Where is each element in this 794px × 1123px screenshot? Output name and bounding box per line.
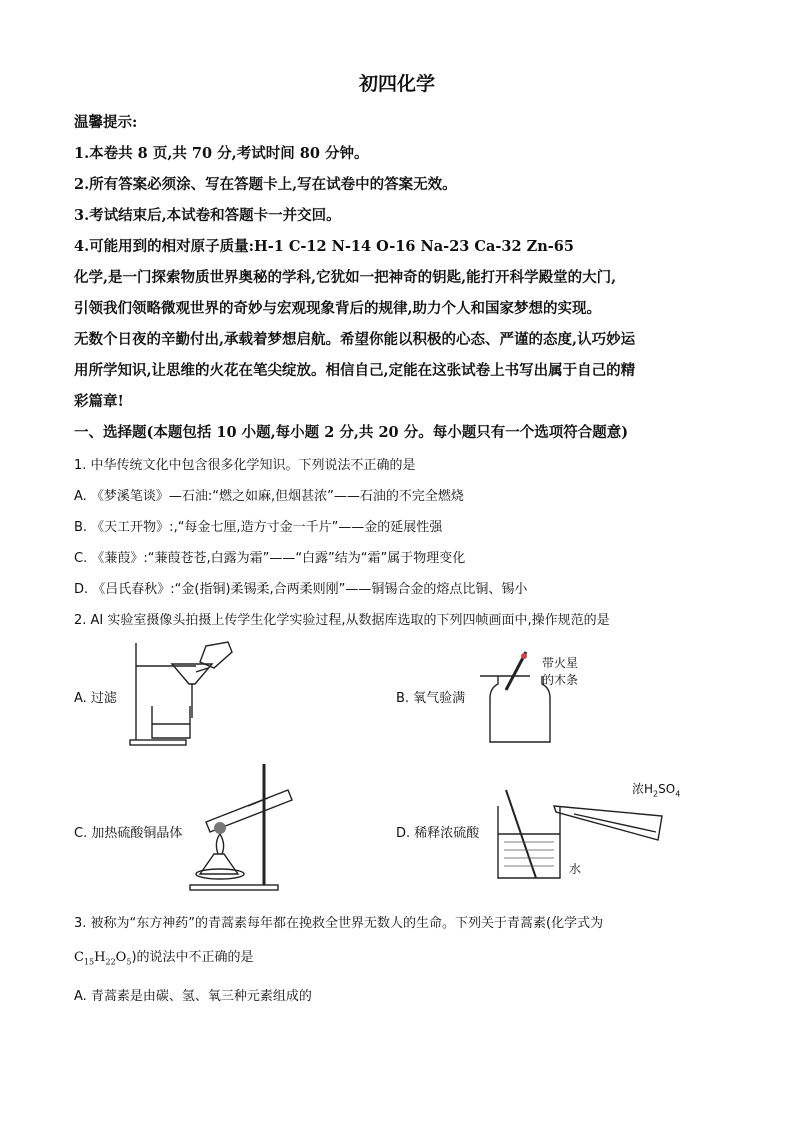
q2-option-c: C. 加热硫酸铜晶体	[74, 826, 183, 841]
question-3-stem: 3. 被称为“东方神药”的青蒿素每年都在挽救全世界无数人的生命。下列关于青蒿素(化学式为	[74, 916, 604, 931]
section-heading: 一、选择题(本题包括 10 小题,每小题 2 分,共 20 分。每小题只有一个选项符合题意)	[74, 424, 629, 441]
q2-option-d: D. 稀释浓硫酸	[396, 826, 480, 841]
q1-option-c: C. 《蒹葭》:“蒹葭苍苍,白露为霜”——“白露”结为“霜”属于物理变化	[74, 551, 466, 566]
notice-heading: 温馨提示:	[74, 114, 138, 131]
acid-label: 浓$H_2SO_4$	[632, 782, 681, 799]
notice-item: 4.可能用到的相对原子质量:H-1 C-12 N-14 O-16 Na-23 Ca-32 Zn-65	[74, 238, 574, 255]
q1-option-b: B. 《天工开物》:,“每金七厘,造方寸金一千片”——金的延展性强	[74, 520, 443, 535]
notice-item: 2.所有答案必须涂、写在答题卡上,写在试卷中的答案无效。	[74, 176, 457, 193]
splint-label-1: 带火星	[542, 656, 579, 670]
intro-line: 引领我们领略微观世界的奇妙与宏观现象背后的规律,助力个人和国家梦想的实现。	[74, 300, 602, 317]
water-label: 水	[569, 862, 582, 876]
page-title: 初四化学	[358, 73, 435, 95]
intro-line: 用所学知识,让思维的火花在笔尖绽放。相信自己,定能在这张试卷上书写出属于自己的精	[74, 362, 636, 379]
q1-option-d: D. 《吕氏春秋》:“金(指铜)柔锡柔,合两柔则刚”——铜锡合金的熔点比铜、锡小	[74, 582, 528, 597]
q3-option-a: A. 青蒿素是由碳、氢、氧三种元素组成的	[74, 989, 312, 1004]
q2-option-a: A. 过滤	[74, 691, 117, 706]
intro-line: 彩篇章!	[74, 393, 124, 410]
q2-option-b: B. 氧气验满	[396, 691, 466, 706]
notice-item: 3.考试结束后,本试卷和答题卡一并交回。	[74, 207, 341, 224]
chemical-formula: $C_{15}H_{22}O_5$	[74, 950, 132, 967]
intro-line: 化学,是一门探索物质世界奥秘的学科,它犹如一把神奇的钥匙,能打开科学殿堂的大门,	[74, 269, 617, 286]
filtration-apparatus-figure	[128, 638, 248, 748]
notice-item: 1.本卷共 8 页,共 70 分,考试时间 80 分钟。	[74, 145, 369, 162]
question-2-stem: 2. AI 实验室摄像头拍摄上传学生化学实验过程,从数据库选取的下列四帧画面中,操作规范的是	[74, 613, 610, 628]
heating-apparatus-figure	[188, 762, 298, 892]
q1-option-a: A. 《梦溪笔谈》—石油:“燃之如麻,但烟甚浓”——石油的不完全燃烧	[74, 489, 464, 504]
question-1-stem: 1. 中华传统文化中包含很多化学知识。下列说法不正确的是	[74, 458, 416, 473]
question-3-stem-2: $C_{15}H_{22}O_5$)的说法中不正确的是	[74, 950, 254, 967]
splint-label-2: 的木条	[542, 673, 579, 687]
intro-line: 无数个日夜的辛勤付出,承载着梦想启航。希望你能以积极的心态、严谨的态度,认巧妙运	[74, 331, 636, 348]
